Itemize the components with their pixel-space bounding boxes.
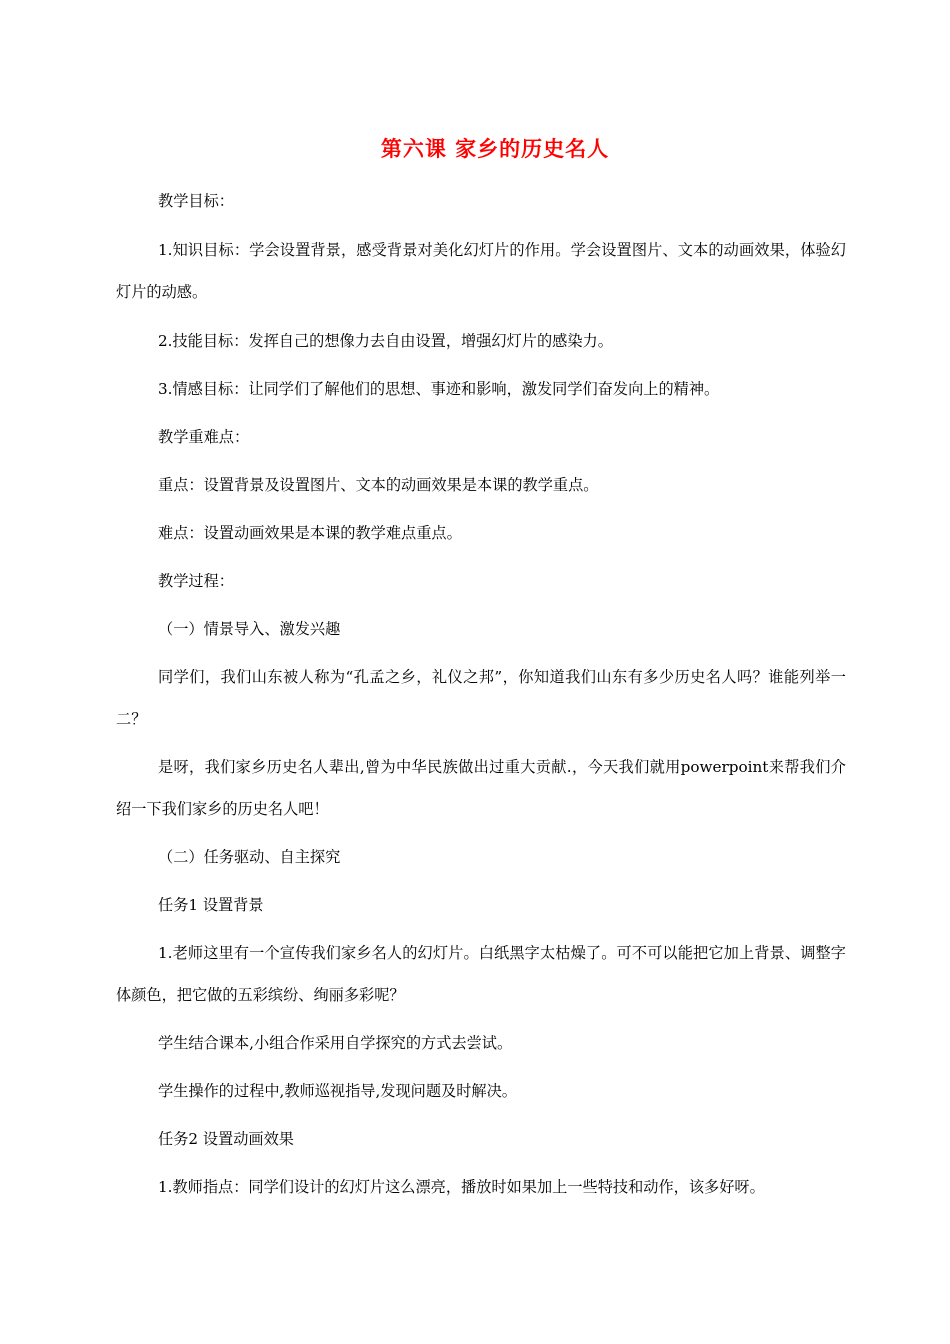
paragraph-key-difficult-heading: 教学重难点： [158, 428, 250, 446]
paragraph-section-two: （二）任务驱动、自主探究 [158, 848, 341, 866]
paragraph-knowledge-goal: 1.知识目标：学会设置背景，感受背景对美化幻灯片的作用。学会设置图片、文本的动画效果，体验幻灯片的动感。 [116, 241, 846, 301]
paragraph-key-point: 重点：设置背景及设置图片、文本的动画效果是本课的教学重点。 [158, 476, 599, 494]
paragraph-section-one: （一）情景导入、激发兴趣 [158, 620, 341, 638]
paragraph-students-try: 学生结合课本,小组合作采用自学探究的方式去尝试。 [158, 1034, 513, 1052]
paragraph-task-two: 任务2 设置动画效果 [158, 1130, 294, 1148]
paragraph-teacher-guide: 学生操作的过程中,教师巡视指导,发现问题及时解决。 [158, 1082, 517, 1100]
paragraph-task-two-detail: 1.教师指点：同学们设计的幻灯片这么漂亮，播放时如果加上一些特技和动作，该多好呀。 [158, 1178, 765, 1196]
paragraph-skill-goal: 2.技能目标：发挥自己的想像力去自由设置，增强幻灯片的感染力。 [158, 332, 613, 350]
paragraph-task-one: 任务1 设置背景 [158, 896, 264, 914]
paragraph-emotion-goal: 3.情感目标：让同学们了解他们的思想、事迹和影响，激发同学们奋发向上的精神。 [158, 380, 720, 398]
paragraph-process-heading: 教学过程： [158, 572, 234, 590]
document-title: 第六课 家乡的历史名人 [380, 137, 610, 161]
paragraph-objectives-heading: 教学目标： [158, 192, 234, 210]
paragraph-intro-powerpoint: 是呀，我们家乡历史名人辈出,曾为中华民族做出过重大贡献.，今天我们就用powerpoint来帮我们介绍一下我们家乡的历史名人吧！ [116, 758, 846, 818]
paragraph-difficult-point: 难点：设置动画效果是本课的教学难点重点。 [158, 524, 462, 542]
paragraph-task-one-detail: 1.老师这里有一个宣传我们家乡名人的幻灯片。白纸黑字太枯燥了。可不可以能把它加上背景、调整字体颜色，把它做的五彩缤纷、绚丽多彩呢？ [116, 944, 846, 1004]
paragraph-intro-question: 同学们，我们山东被人称为“孔孟之乡，礼仪之邦”，你知道我们山东有多少历史名人吗？谁能列举一二？ [116, 668, 846, 728]
